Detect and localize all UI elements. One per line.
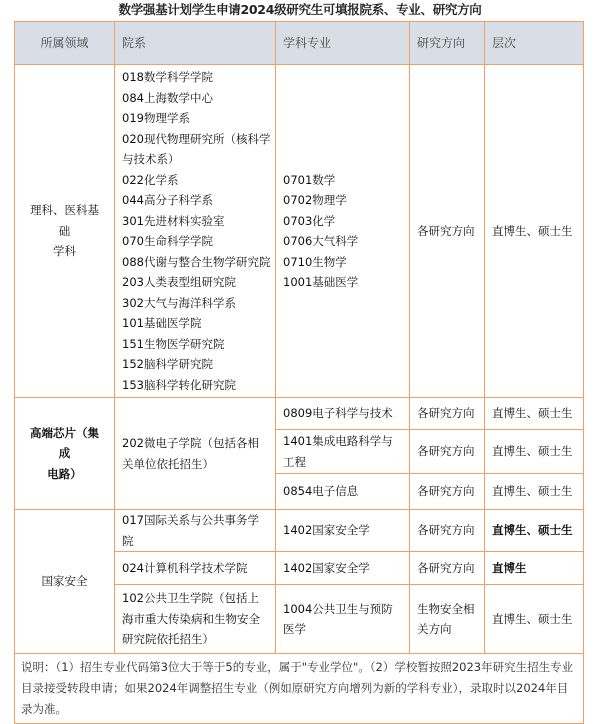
department-list (115, 65, 276, 398)
department-item: 020现代物理研究所（核科学 (122, 131, 271, 146)
department-item: 152脑科学研究院 (122, 357, 213, 371)
direction-cell: 各研究方向 (410, 552, 485, 585)
header-direction: 研究方向 (410, 22, 485, 65)
table-row (15, 510, 584, 552)
department-item: 018数学科学学院 (122, 70, 213, 84)
header-level: 层次 (485, 22, 584, 65)
level-cell: 直博生、硕士生 (485, 510, 584, 552)
major-item: 0701数学 (283, 172, 336, 187)
major-item: 0703化学 (283, 213, 336, 228)
department-item: 019物理学系 (122, 111, 190, 125)
major-item: 0702物理学 (283, 193, 347, 207)
major-item: 1001基础医学 (283, 275, 359, 289)
field-cell: 国家安全 (15, 510, 115, 654)
department-item: 151生物医学研究院 (122, 336, 225, 351)
major-cell: 0854电子信息 (276, 474, 410, 510)
level-cell: 直博生、硕士生 (485, 430, 584, 474)
level-cell: 直博生 (485, 552, 584, 585)
department-item: 与技术系） (122, 152, 180, 166)
major-cell: 1402国家安全学 (276, 552, 410, 585)
major-list (276, 65, 410, 398)
major-cell: 1004公共卫生与预防医学 (276, 585, 410, 654)
department-item: 044高分子科学系 (122, 193, 213, 207)
table-row (15, 398, 584, 430)
field-line: 电路） (47, 466, 82, 481)
department-item: 101基础医学院 (122, 316, 202, 330)
field-line: 理科、医科基础 (30, 203, 99, 238)
direction-cell: 各研究方向 (410, 65, 485, 398)
department-cell: 017国际关系与公共事务学院 (115, 510, 276, 552)
major-cell: 0809电子科学与技术 (276, 398, 410, 430)
field-cell (15, 65, 115, 398)
level-cell: 直博生、硕士生 (485, 65, 584, 398)
major-item: 0706大气科学 (283, 234, 359, 248)
major-cell: 1402国家安全学 (276, 510, 410, 552)
department-cell: 102公共卫生学院（包括上海市重大传染病和生物安全研究院依托招生） (115, 585, 276, 654)
department-item: 203人类表型组研究院 (122, 275, 236, 289)
page-title: 数学强基计划学生申请2024级研究生可填报院系、专业、研究方向 (118, 2, 482, 17)
direction-cell: 各研究方向 (410, 430, 485, 474)
major-cell: 1401集成电路科学与工程 (276, 430, 410, 474)
level-cell: 直博生、硕士生 (485, 474, 584, 510)
direction-cell: 各研究方向 (410, 398, 485, 430)
major-item: 0710生物学 (283, 254, 347, 269)
department-item: 088代谢与整合生物学研究院 (122, 254, 271, 269)
table-row (15, 65, 584, 398)
direction-cell: 各研究方向 (410, 474, 485, 510)
department-item: 022化学系 (122, 172, 179, 187)
header-field: 所属领域 (15, 22, 115, 65)
direction-cell: 各研究方向 (410, 510, 485, 552)
department-item: 070生命科学学院 (122, 234, 213, 248)
table-header-row (15, 22, 584, 65)
level-cell: 直博生、硕士生 (485, 585, 584, 654)
header-major: 学科专业 (276, 22, 410, 65)
department-item: 153脑科学转化研究院 (122, 377, 236, 392)
direction-cell: 生物安全相关方向 (410, 585, 485, 654)
department-item: 302大气与海洋科学系 (122, 295, 236, 310)
department-cell: 202微电子学院（包括各相关单位依托招生） (115, 398, 276, 510)
field-cell (15, 398, 115, 510)
level-cell: 直博生、硕士生 (485, 398, 584, 430)
notes-row (15, 654, 584, 724)
notes-text: 说明：（1）招生专业代码第3位大于等于5的专业，属于"专业学位"。（2）学校暂按照2023年研究生招生专业目录接受转段申请；如果2024年调整招生专业（例如原研究方向增列为新的学科专业），录取时以2024年目录为准。 (15, 654, 584, 724)
department-cell: 024计算机科学技术学院 (115, 552, 276, 585)
department-item: 084上海数学中心 (122, 90, 213, 105)
programs-table (14, 21, 584, 724)
header-department: 院系 (115, 22, 276, 65)
field-line: 学科 (53, 244, 76, 259)
department-item: 301先进材料实验室 (122, 213, 225, 228)
field-line: 高端芯片（集成 (30, 425, 99, 461)
